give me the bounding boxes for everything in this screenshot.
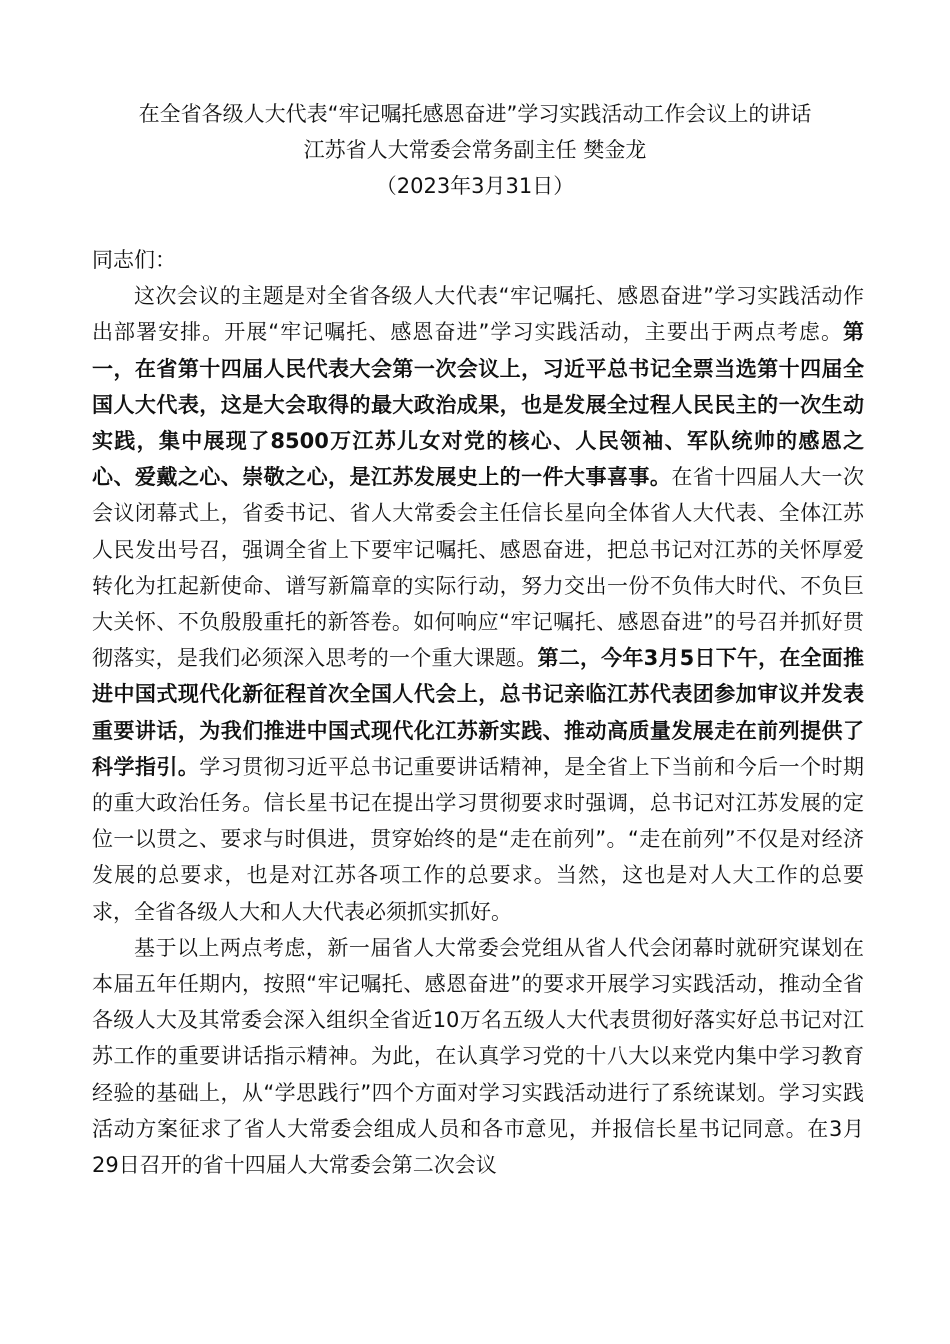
paragraph-1-text-3: 学习贯彻习近平总书记重要讲话精神，是全省上下当前和今后一个时期的重大政治任务。信长星书记在提出学习贯彻要求时强调，总书记对江苏发展的定位一以贯之、要求与时俱进，贯穿始终的是“走在前列”。“走在前列”不仅是对经济发展的总要求，也是对江苏各项工作的总要求。当然，这也是对人大工作的总要求，全省各级人大和人大代表必须抓实抓好。 xyxy=(92,754,865,924)
speech-date: （2023年3月31日） xyxy=(375,174,575,198)
paragraph-1-bold-1: 第一，在省第十四届人民代表大会第一次会议上，习近平总书记全票当选第十四届全国人大代表，这是大会取得的最大政治成果，也是发展全过程人民民主的一次生动实践，集中展现了8500万江苏儿女对党的核心、人民领袖、军队统帅的感恩之心、爱戴之心、崇敬之心，是江苏发展史上的一件大事喜事。 xyxy=(92,320,864,490)
paragraph-2: 基于以上两点考虑，新一届省人大常委会党组从省人代会闭幕时就研究谋划在本届五年任期内，按照“牢记嘱托、感恩奋进”的要求开展学习实践活动，推动全省各级人大及其常委会深入组织全省近10万名五级人大代表贯彻好落实好总书记对江苏工作的重要讲话指示精神。为此，在认真学习党的十八大以来党内集中学习教育经验的基础上，从“学思践行”四个方面对学习实践活动进行了系统谋划。学习实践活动方案征求了省人大常委会组成人员和各市意见，并报信长星书记同意。在3月29日召开的省十四届人大常委会第二次会议 xyxy=(92,935,864,1178)
speaker-line: 江苏省人大常委会常务副主任 樊金龙 xyxy=(303,138,647,162)
document-title: 在全省各级人大代表“牢记嘱托感恩奋进”学习实践活动工作会议上的讲话 xyxy=(138,102,812,126)
paragraph-1-text-2: 在省十四届人大一次会议闭幕式上，省委书记、省人大常委会主任信长星向全体省人大代表、全体江苏人民发出号召，强调全省上下要牢记嘱托、感恩奋进，把总书记对江苏的关怀厚爱转化为扛起新使命、谱写新篇章的实际行动，努力交出一份不负伟大时代、不负巨大关怀、不负殷殷重托的新答卷。如何响应“牢记嘱托、感恩奋进”的号召并抓好贯彻落实，是我们必须深入思考的一个重大课题。 xyxy=(92,465,865,671)
paragraph-1-text-1: 这次会议的主题是对全省各级人大代表“牢记嘱托、感恩奋进”学习实践活动作出部署安排。开展“牢记嘱托、感恩奋进”学习实践活动，主要出于两点考虑。 xyxy=(92,284,864,345)
paragraph-1-bold-2: 第二，今年3月5日下午，在全面推进中国式现代化新征程首次全国人代会上，总书记亲临江苏代表团参加审议并发表重要讲话，为我们推进中国式现代化江苏新实践、推动高质量发展走在前列提供了科学指引。 xyxy=(92,646,864,779)
document-body xyxy=(92,242,864,1183)
salutation: 同志们： xyxy=(92,248,176,272)
paragraph-1 xyxy=(92,278,864,930)
document-header xyxy=(0,96,950,204)
